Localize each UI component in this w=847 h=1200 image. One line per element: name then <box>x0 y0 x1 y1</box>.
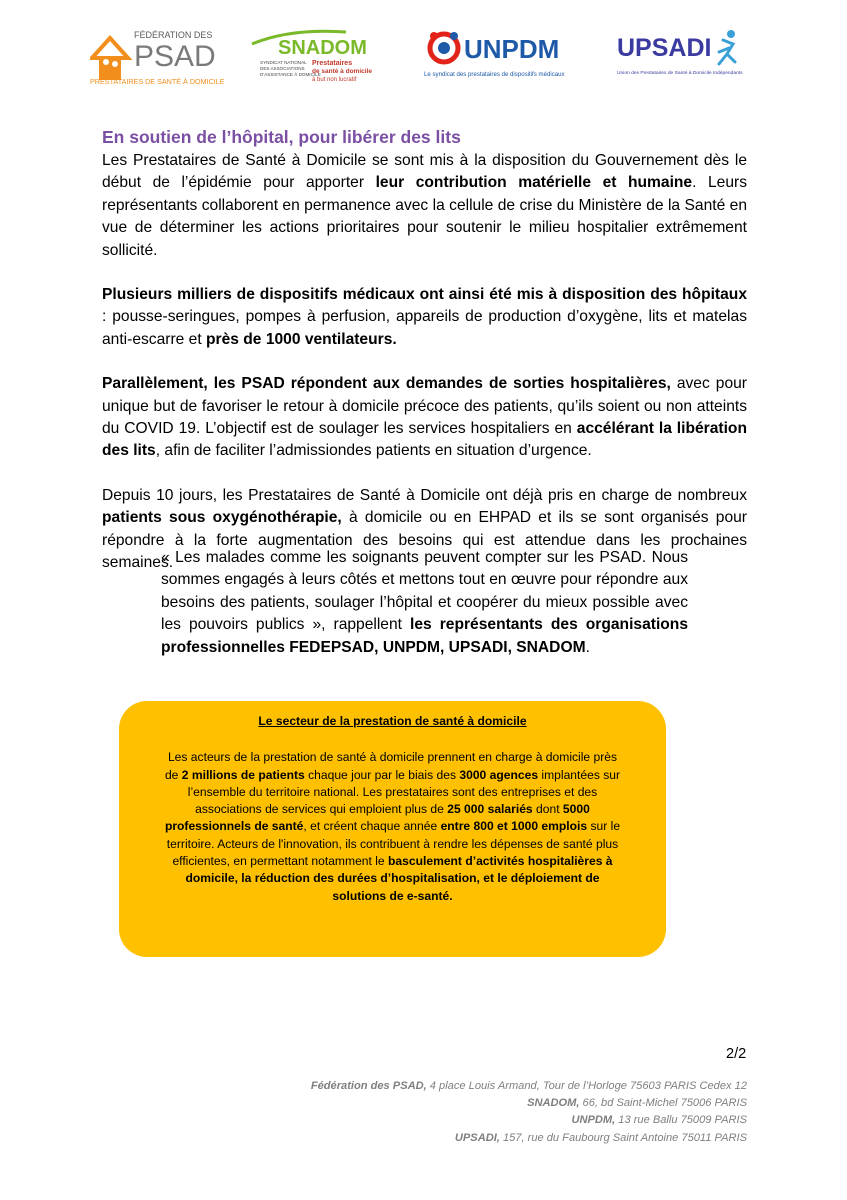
upsadi-name: UPSADI <box>617 34 712 62</box>
footer-line <box>311 1078 747 1095</box>
paragraph-2 <box>102 284 747 351</box>
psad-house-icon <box>90 24 230 90</box>
box-body <box>163 749 622 905</box>
p1-bold: leur contribution matérielle et humaine <box>375 174 693 192</box>
box-text-1: Les acteurs de la prestation de santé à domicile prennent en charge à domicile près de <box>164 750 618 782</box>
snadom-name: SNADOM <box>278 37 367 59</box>
box-bold-3: 25 000 salariés <box>447 802 533 817</box>
upsadi-runner-icon <box>719 30 735 64</box>
p3-bold-a: Parallèlement, les PSAD répondent aux demandes de sorties hospitalières, <box>102 375 671 393</box>
footer-org: Fédération des PSAD, <box>310 1080 427 1092</box>
snadom-logo <box>250 24 380 90</box>
psad-line2: PSAD <box>134 40 216 73</box>
footer-org: UNPDM, <box>571 1114 616 1127</box>
p4-text-a: Depuis 10 jours, les Prestataires de Santé à Domicile ont déjà pris en charge de nombreux <box>102 486 747 504</box>
paragraph-3 <box>102 373 747 463</box>
p4-text-c: à domicile ou en EHPAD et ils se sont organisés pour répondre à la forte augmentation des besoins qui est attendue dans les prochaines semaines. <box>102 509 747 572</box>
snadom-tag3: à but non lucratif <box>312 77 357 83</box>
box-text-5: , et créent chaque année <box>303 819 441 834</box>
paragraph-1 <box>102 150 747 262</box>
unpdm-name: UNPDM <box>464 34 560 64</box>
footer-line <box>311 1112 747 1129</box>
p2-bold-c: près de 1000 ventilateurs. <box>206 330 397 348</box>
upsadi-logo <box>615 24 750 90</box>
p1-text-a: Les Prestataires de Santé à Domicile se sont mis à la disposition du Gouvernement dès le début de l’épidémie pour apporter <box>102 152 747 192</box>
unpdm-tagline: Le syndicat des prestataires de dispositifs médicaux <box>424 71 565 78</box>
footer-line <box>311 1130 747 1147</box>
snadom-sub2: DES ASSOCIATIONS <box>260 66 305 71</box>
box-text-4: dont <box>532 802 563 817</box>
footer-org: UPSADI, <box>454 1131 500 1144</box>
box-text-2: chaque jour par le biais des <box>304 767 460 782</box>
box-bold-4: 5000 professionnels de santé <box>164 802 590 834</box>
psad-line1: FÉDÉRATION DES <box>134 30 213 40</box>
p3-text-d: , afin de faciliter l’admissiondes patients en situation d’urgence. <box>155 442 592 460</box>
p1-text-c: . Leurs représentants collaborent en permanence avec la cellule de crise du Ministère de la Santé en vue de déterminer les actions prioritaires pour soutenir le milieu hospitalier extrêmement sollicité. <box>102 174 747 259</box>
p4-bold: patients sous oxygénothérapie, <box>102 509 342 527</box>
box-bold-1: 2 millions de patients <box>181 767 305 782</box>
psad-logo <box>90 24 230 90</box>
footer-address: 13 rue Ballu 75009 PARIS <box>615 1114 747 1127</box>
header-logos <box>90 24 750 94</box>
p2-text-b: : pousse-seringues, pompes à perfusion, appareils de production d’oxygène, lits et matelas anti-escarre et <box>102 308 747 348</box>
snadom-sub1: SYNDICAT NATIONAL <box>260 60 307 65</box>
p3-text-b: avec pour unique but de favoriser le retour à domicile précoce des patients, qu’ils soient ou non atteints du COVID 19. L’objectif est de soulager les services hospitaliers en <box>102 375 747 438</box>
sector-info-box <box>119 701 666 957</box>
footer-address: 66, bd Saint-Michel 75006 PARIS <box>579 1097 747 1110</box>
box-text-6: sur le territoire. Acteurs de l'innovation, ils contribuent à rendre les dépenses de santé plus efficientes, en permettant notamment le <box>166 819 621 869</box>
quote-bold: les représentants des organisations professionnelles FEDEPSAD, UNPDM, UPSADI, SNADOM <box>161 616 688 656</box>
quote-end: . <box>585 638 590 656</box>
upsadi-tagline: Union des Prestataires de Santé à Domicile Indépendants <box>617 71 743 76</box>
quote-text: « Les malades comme les soignants peuvent compter sur les PSAD. Nous sommes engagés à leurs côtés et mettons tout en œuvre pour répondre aux besoins des patients, soulager l’hôpital et coopérer du mieux possible avec les pouvoirs publics », rappellent <box>161 549 688 634</box>
psad-line3: PRESTATAIRES DE SANTÉ À DOMICILE <box>90 77 225 86</box>
snadom-sub3: D'ASSISTANCE À DOMICILE <box>260 72 321 77</box>
unpdm-people-icon <box>430 32 458 62</box>
main-content <box>102 126 747 597</box>
box-bold-6: basculement d’activités hospitalières à domicile, la réduction des durées d’hospitalisation, et le déploiement de solutions de e-santé. <box>185 854 613 903</box>
p3-bold-c: accélérant la libération des lits <box>102 420 747 460</box>
box-bold-2: 3000 agences <box>459 767 539 782</box>
p2-bold-a: Plusieurs milliers de dispositifs médicaux ont ainsi été mis à disposition des hôpitaux <box>102 286 747 304</box>
footer-line <box>311 1095 747 1112</box>
box-title: Le secteur de la prestation de santé à domicile <box>258 714 527 728</box>
footer-address: 157, rue du Faubourg Saint Antoine 75011 PARIS <box>499 1131 747 1144</box>
box-text-3: implantées sur l’ensemble du territoire national. Les prestataires sont des entreprises et des associations de services qui emploient plus de <box>187 767 621 817</box>
section-heading: En soutien de l’hôpital, pour libérer des lits <box>102 127 461 147</box>
snadom-tag2: de santé à domicile <box>312 68 372 75</box>
unpdm-logo <box>424 24 584 90</box>
quote-block <box>161 547 688 659</box>
box-bold-5: entre 800 et 1000 emplois <box>440 819 588 834</box>
snadom-tag1: Prestataires <box>312 60 353 67</box>
footer-address: 4 place Louis Armand, Tour de l’Horloge 75603 PARIS Cedex 12 <box>426 1080 747 1092</box>
page-number: 2/2 <box>726 1046 747 1062</box>
footer-org: SNADOM, <box>527 1097 580 1110</box>
footer-addresses <box>311 1078 747 1147</box>
